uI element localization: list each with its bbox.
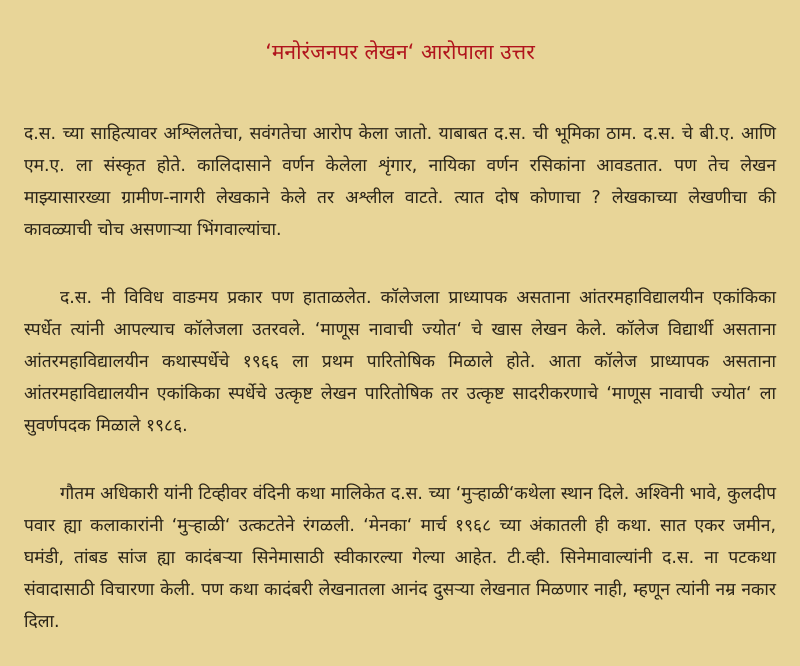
paragraph-literary-forms: द.स. नी विविध वाङमय प्रकार पण हाताळलेत. कॉलेजला प्राध्यापक असताना आंतरमहाविद्यालयीन एकांकिका स्पर्धेत त्यांनी आपल्याच कॉलेजला उतरवले. ‘माणूस नावाची ज्योत‘ चे खास लेखन केले. कॉलेज विद्यार्थी असताना आंतरमहाविद्यालयीन कथास्पर्धेचे १९६६ ला प्रथम पारितोषिक मिळाले होते. आता कॉलेज प्राध्यापक असताना आंतरमहाविद्यालयीन एकांकिका स्पर्धेचे उत्कृष्ट लेखन पारितोषिक तर उत्कृष्ट सादरीकरणाचे ‘माणूस नावाची ज्योत‘ ला सुवर्णपदक मिळाले १९८६. [24, 288, 776, 436]
page-title: ‘मनोरंजनपर लेखन‘ आरोपाला उत्तर [265, 40, 535, 64]
paragraph-allegation-response: द.स. च्या साहित्यावर अश्लिलतेचा, सवंगतेचा आरोप केला जातो. याबाबत द.स. ची भूमिका ठाम. द.स. चे बी.ए. आणि एम.ए. ला संस्कृत होते. कालिदासाने वर्णन केलेला शृंगार, नायिका वर्णन रसिकांना आवडतात. पण तेच लेखन माझ्यासारख्या ग्रामीण-नागरी लेखकाने केले तर अश्लील वाटते. त्यात दोष कोणाचा ? लेखकाच्या लेखणीचा की कावळ्याची चोच असणाऱ्या भिंगवाल्यांचा. [24, 124, 776, 240]
paragraph-tv-cinema: गौतम अधिकारी यांनी टिव्हीवर वंदिनी कथा मालिकेत द.स. च्या ‘मुऱ्हाळी‘कथेला स्थान दिले. अश्विनी भावे, कुलदीप पवार ह्या कलाकारांनी ‘मुऱ्हाळी‘ उत्कटतेने रंगळली. ‘मेनका‘ मार्च १९६८ च्या अंकातली ही कथा. सात एकर जमीन, घमंडी, तांबड सांज ह्या कादंबऱ्या सिनेमासाठी स्वीकारल्या गेल्या आहेत. टी.व्ही. सिनेमावाल्यांनी द.स. ना पटकथा संवादासाठी विचारणा केली. पण कथा कादंबरी लेखनातला आनंद दुसऱ्या लेखनात मिळणार नाही, म्हणून त्यांनी नम्र नकार दिला. [24, 484, 776, 632]
